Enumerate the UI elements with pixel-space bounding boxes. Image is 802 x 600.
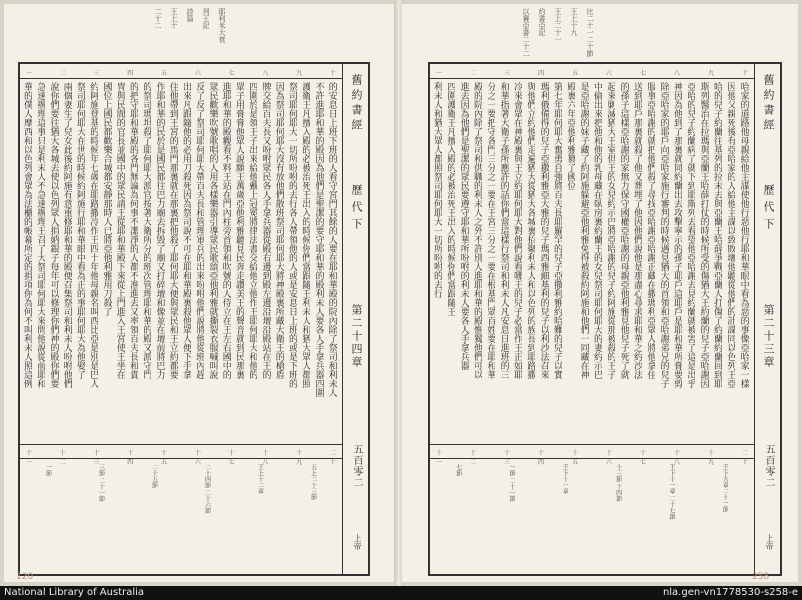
cross-reference: 七節 [454,464,462,476]
text-column: 的孫子這樣亞哈謝的家無力保守國權亞哈謝的母親亞他利雅見他兒子死了就 [618,82,629,379]
margin-note: 王上十九 [570,8,578,36]
cross-reference: 十三節 十四節 [614,464,622,502]
text-column: 的把守耶和華殿的各門無論為何事不潔淨的人都不准進去又率領百夫長和貴 [128,82,138,379]
right-margin-notes [522,8,594,58]
text-column: 四圍於是領王子出來給他戴上冠冕將律法書交給他立他作王耶何耶大和他的 [247,82,258,379]
text-column: 亞哈的兒子約蘭病了就下到耶斯列去看望他亞哈謝去見約蘭就被害了這是出乎 [685,82,696,388]
header-divider [754,64,755,574]
refs-line-2 [20,458,342,459]
text-column: 第七年耶何耶大奮勇自強將百夫長耶羅罕的兒子亞撒利雅約哈難的兒子以實 [552,82,562,379]
text-column: 殿裏六年亞他利雅篡了國位 [565,82,576,190]
text-column: 不許進耶和華的殿因為他們是聖潔的要守耶和華的殿利未人要各人手拿兵器四圍 [313,82,324,397]
archive-footer [0,586,802,600]
ruler-number: 十四 [127,450,134,466]
ruler-number: 一 [435,70,442,77]
ruler-number: 四 [127,70,134,77]
text-column: 進耶和華的殿觀看不料王站在門內柱旁首領和吹號的人侍立在王左右國中的 [220,82,231,379]
text-column: 和華指著大衛子孫所應許的話你們當這樣行祭司和利未人凡安息日進班的三 [498,82,509,379]
text-column: 出來凡跟隨他的必用刀殺死因為祭司說不可在耶和華殿裏殺他眾人便下手拿 [181,82,191,379]
ruler-number: 十 [329,70,336,77]
ruler-number: 八 [262,70,269,77]
cross-reference: 王上十二章 [256,464,264,494]
ruler-number: 十二 [59,450,66,466]
ruler-number: 十五 [571,450,578,466]
cross-reference: 二十四節 二十六節 [203,464,211,514]
column-ruler-bottom [24,448,338,466]
margin-note: 耶利米大衰 [218,8,226,43]
ruler-number: 九 [296,70,303,77]
text-column: 約阿施登基的時候年七歲在耶路撒冷作王四十年他母親名叫西比亞是別是巴人 [88,82,99,388]
column-ruler-top [24,68,338,76]
right-body-text [432,82,752,442]
text-column: 祭司耶何耶大在世的時候約阿施行耶和華眼中看為正的事耶何耶大為他娶了 [75,82,85,379]
text-column: 殿的院內除了祭司和供職的利未人之外不許別人進耶和華的殿惟獨他們可以 [472,82,482,379]
left-text-frame [18,62,370,576]
ruler-number: 九 [707,70,714,77]
ruler-number: 十八 [262,450,269,466]
cross-reference: 王下十一章 [561,464,569,494]
ruler-number: 十一 [25,450,32,466]
text-column: 瑪利俄備得的兒子亞撒利雅亞大雅的兒子瑪西雅細基利的兒子以利沙法召來 [538,82,549,379]
ruler-number: 十四 [537,450,544,466]
foot-mark: 上帝 [765,534,774,550]
text-column: 分之一要把守各門三分之一要在王宮三分之一要在根基門眾百姓要在耶和華 [485,82,496,379]
ruler-number: 七 [639,70,646,77]
text-column: 四圍護衛王凡擅入殿的必被治死王出入的時候你們當跟隨王 [445,82,456,316]
text-column: 服事亞哈謝的就把他們殺了尋找亞哈謝亞哈謝正藏在撒瑪利亞眾人將他拿住 [645,82,656,379]
text-column: 的安息日上班下班的人看守宮門其餘的人要在耶和華殿的院內除了祭司和利未人 [326,82,337,397]
refs-line-2 [430,458,754,459]
ruler-number: 十七 [228,450,235,466]
text-column: 因為祭司耶何耶大沒有放他們散班祭司耶何耶大將神殿裏所藏大衛王的槍盾 [273,82,284,379]
right-page [402,4,798,582]
ruler-number: 十八 [673,450,680,466]
footer-library-name: National Library of Australia [4,587,145,598]
cross-reference: 王下十一章 二十七節 [668,464,675,520]
ruler-number: 十 [741,70,748,77]
text-column: 中偷出來把他和他的乳母藏在臥房裏約蘭王的女兒祭司耶何耶大的妻約示巴 [592,82,602,379]
cross-reference: 二十五節 [150,464,158,488]
ruler-number: 三 [93,70,100,77]
margin-note: 列王記 [202,8,210,29]
ruler-number: 二 [469,70,476,77]
ruler-number: 六 [605,70,612,77]
book-dynasty: 歷代下 [762,184,775,235]
cross-reference: 王下九章二十一節 [721,464,729,512]
text-column: 反了反了祭司耶何耶大帶百夫長和管理軍兵的出來吩咐他們說將他從班內趕 [194,82,205,379]
ruler-number: 二 [59,70,66,77]
right-text-frame [428,62,782,576]
ruler-line [430,78,754,79]
cross-reference: 五上二十三節 [309,464,317,500]
text-column: 是亞哈謝的妹子藏了約阿施躲避亞他利雅免得被殺約阿施和他們一同藏在神 [578,82,589,379]
margin-note: 比二十一二十節 [586,8,594,57]
text-column: 眾子用膏膏他眾人說願王萬歲亞他利雅聽見民奔走讚美王的聲音就到民那裏 [234,82,244,379]
cross-reference: 一節 [44,464,52,476]
chapter-label: 第二十三章 [762,304,775,369]
left-body-text [22,82,340,442]
ruler-number: 十三 [93,450,100,466]
column-ruler-bottom [434,448,750,466]
text-column: 作耶和華的民於是國民都往巴力廟去拆毀了廟又打碎壇和像並在壇前將巴力 [154,82,165,379]
foot-mark: 上帝 [353,534,362,550]
text-column: 兩個妻生了兒女此後約阿施有意重修耶和華的殿便召集祭司和利未人吩咐他們 [61,82,72,388]
header-divider [342,64,343,574]
text-column: 說你們要往猶大各城去使以色列眾人捐納銀子每年可以修理你們神的殿你們要 [48,82,59,388]
ruler-number: 十六 [194,450,201,466]
refs-line [430,444,754,445]
chapter-label: 第二十四章 [350,304,363,369]
margin-note: 以賽亞書二十二 [522,8,530,57]
left-margin-notes [154,8,226,58]
column-ruler-top [434,68,750,76]
text-column: 斯列醫治在拉瑪與亞蘭王哈薛打仗的時候所受的傷猶大王約蘭的兒子亞哈謝因 [698,82,709,388]
left-page [4,4,396,582]
page-number: 五百零二 [763,444,774,488]
ruler-line [20,78,342,79]
handwritten-page-note: 120 [16,572,34,582]
text-column: 的祭司瑪坦殺了耶何耶大派官按著大衛所分的班次管理耶和華的殿又派守門 [141,82,152,379]
footer-record-id: nla.gen-vn1778530-s258-e [662,587,798,598]
text-column: 護衛王凡擅入殿的必被治死王出入的時候你們當跟隨王利未人和猶大眾人都照 [300,82,311,388]
ruler-number: 二十 [741,450,748,466]
text-column: 華的僕人摩西和以色列會眾為法櫃的帳幕所定的捐項你為何不叫利未人照這例 [22,82,32,388]
margin-note: 約書亞記 [538,8,546,36]
book-title: 舊約書經 [350,74,363,134]
refs-line [20,444,342,445]
text-column: 神因為他到了那裏就同約蘭出去攻擊寧示的孫子耶戶這耶戶是耶和華所膏要剪 [672,82,682,388]
ruler-number: 十五 [161,450,168,466]
page-number: 五百零二 [351,444,362,488]
text-column: 哈家的道路他母親給他主謀使他行惡他行耶和華眼中看為惡的事像亞哈家一樣 [738,82,749,388]
ruler-number: 八 [673,70,680,77]
text-column: 因他父親死後有亞哈家的人給他主謀以致敗壞他聽從他們的計謀同以色列王亞 [725,82,736,388]
text-column: 住他帶到王宮的馬門那裏就在那裏把他殺了耶何耶大便與眾民和王立約都要 [167,82,178,379]
margin-note: 王上十 [170,8,178,29]
right-cross-references [432,462,752,570]
text-column: 祭司耶何耶大一切所吩咐的去行各人帶領他的人或是安息日上班的或是下班的 [287,82,297,388]
ruler-number: 五 [571,70,578,77]
text-column: 除亞哈家的耶戶向亞哈家施行審判的時候遇見猶大的首領和亞哈謝弟兄的兒子 [658,82,669,388]
left-cross-references [22,462,340,570]
text-column: 送到耶戶那裏就殺了他又葬埋了他因他們說他是那盡心尋求耶和華之約沙法 [632,82,642,379]
ruler-number: 一 [25,70,32,77]
ruler-number: 十二 [469,450,476,466]
text-column: 哈的兒子約蘭往基列的拉末去與亞蘭王哈薛爭戰亞蘭人打傷了約蘭約蘭回到耶 [712,82,722,388]
text-column: 與他們立約他們走遍猶大從猶大各城裏招聚利未人和以色列的族長到耶路撒 [525,82,536,379]
cross-reference: 三節 二十一節 [97,464,105,502]
text-column: 眾民歡樂吹號歌唱的人用各樣樂器引導眾民歌頌亞他利雅就撕裂衣服喊叫說 [207,82,218,379]
ruler-number: 三 [503,70,510,77]
ruler-number: 六 [194,70,201,77]
book-dynasty: 歷代下 [350,184,363,235]
ruler-number: 五 [161,70,168,77]
ruler-number: 十九 [296,450,303,466]
text-column: 國位上國民都歡樂合城都安靜那時人已將亞他利雅用刀殺了 [101,82,112,316]
text-column: 牌交給百夫長又吩咐眾民各人手拿兵器從殿右邊到殿左邊沿壇沿殿站在王的 [260,82,271,379]
text-column: 起來剿滅猶大王室但王的女兒約示巴將亞哈謝的兒子約阿施從那被殺的王子 [605,82,616,379]
ruler-number: 四 [537,70,544,77]
text-column: 利未人和猶大眾人都照祭司耶何耶大一切所吩咐的去行 [432,82,442,298]
ruler-number: 十三 [503,450,510,466]
ruler-number: 十六 [605,450,612,466]
ruler-number: 七 [228,70,235,77]
margin-note: 詩篇 [186,8,194,22]
margin-note: 王上二十一 [554,8,562,43]
ruler-number: 二十 [329,450,336,466]
ruler-number: 十一 [435,450,442,466]
text-column: 進去因為他們是聖潔的眾民要遵守耶和華所吩咐的利未人要各人手拿兵器 [458,82,469,370]
ruler-number: 十九 [707,450,714,466]
text-column: 冑與民間的官長並國中的眾民請王從耶和華殿下來從上門進入王宮使王坐在 [114,82,125,379]
text-column: 急速辦理這事只是利未人不急速辦理王召了大祭司耶何耶大來問他說從前耶和 [35,82,46,388]
text-column: 冷來會眾在神殿裏與王立約耶何耶大對他們說看哪王的兒子必當作王正如耶 [512,82,522,379]
handwritten-page-note: 258 [752,572,770,582]
ruler-number: 十七 [639,450,646,466]
margin-note: 二十二 [154,8,162,29]
book-title: 舊約書經 [762,74,775,134]
cross-reference: 一節 二十一節 [508,464,515,502]
